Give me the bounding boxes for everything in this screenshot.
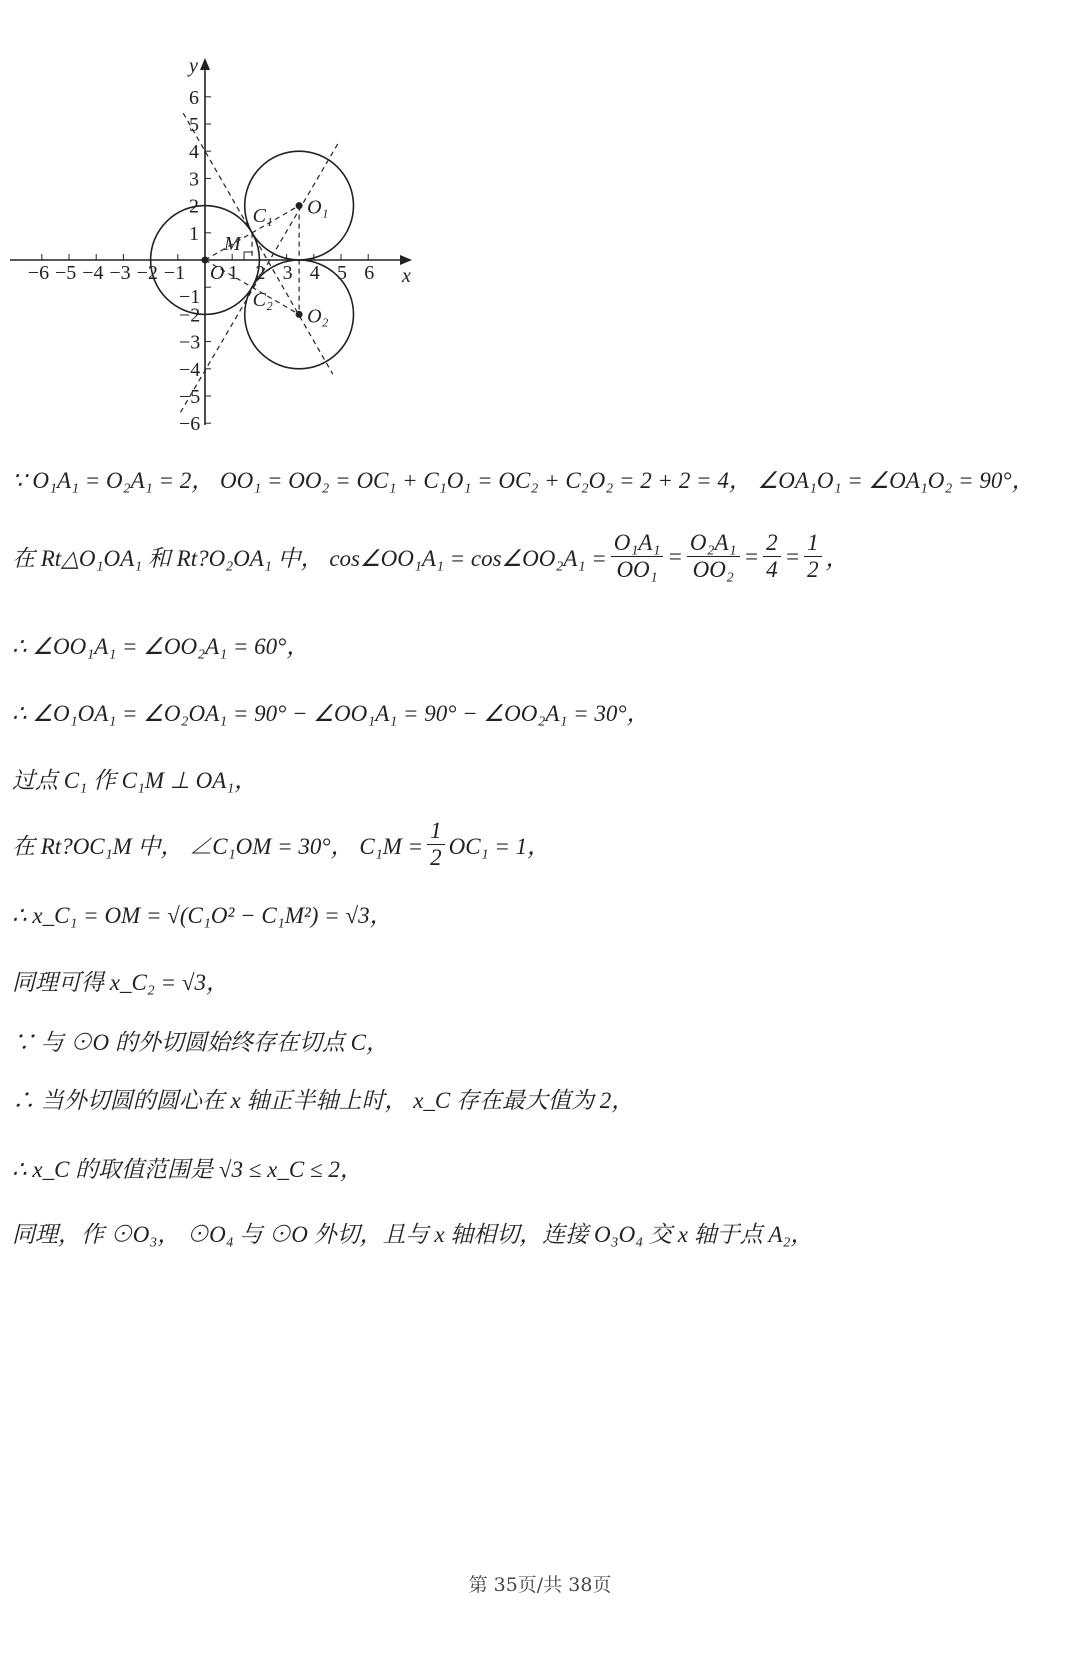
line6-prefix: 在 Rt?OC₁M 中， ∠C₁OM = 30°， C₁M = <box>12 834 424 859</box>
fraction <box>611 530 664 583</box>
y-tick-label: 3 <box>189 168 199 191</box>
x-tick-label: −1 <box>163 262 186 284</box>
y-tick-label: 2 <box>189 195 199 218</box>
line2-suffix: ， <box>825 546 849 571</box>
x-tick-label: 3 <box>282 262 293 284</box>
text-line-12: 同理，作 ⊙O₃， ⊙O₄ 与 ⊙O 外切，且与 x 轴相切，连接 O₃O₄ 交 x 轴于点 A₂， <box>12 1222 814 1247</box>
y-tick-label: −2 <box>179 304 201 327</box>
text-line-9: ∵ 与 ⊙O 的外切圆始终存在切点 C， <box>12 1030 389 1055</box>
text-line-3: ∴ ∠OO₁A₁ = ∠OO₂A₁ = 60°， <box>12 634 310 659</box>
numerator: 1 <box>427 818 445 845</box>
fraction <box>427 818 445 871</box>
text-line-4: ∴ ∠O₁OA₁ = ∠O₂OA₁ = 90° − ∠OO₁A₁ = 90° − ∠OO₂A₁ = 30°， <box>12 701 650 726</box>
numerator: 1 <box>804 530 822 557</box>
point <box>202 257 209 264</box>
denominator: 4 <box>766 557 778 582</box>
x-tick-label: −6 <box>27 262 50 284</box>
text-line-5: 过点 C₁ 作 C₁M ⊥ OA₁， <box>12 768 258 793</box>
denominator: OO₂ <box>692 557 734 582</box>
y-tick-label: 6 <box>189 86 199 109</box>
numerator: O₂A₁ <box>687 530 740 557</box>
y-tick-label: −6 <box>179 413 201 430</box>
point <box>296 311 303 318</box>
right-angle-mark <box>244 252 252 260</box>
y-axis-label: y <box>189 55 198 77</box>
x-tick-label: 2 <box>255 262 266 284</box>
y-tick-label: −4 <box>179 358 201 381</box>
page-footer: 第 35页/共 38页 <box>468 1574 612 1596</box>
x-tick-label: 4 <box>309 262 320 284</box>
label-M: M <box>224 233 241 255</box>
x-tick-label: 6 <box>364 262 375 284</box>
text-line-10: ∴ 当外切圆的圆心在 x 轴正半轴上时， x_C 存在最大值为 2， <box>12 1088 635 1113</box>
label-O1: O₁ <box>307 196 329 219</box>
x-tick-label: 1 <box>228 262 239 284</box>
label-O: O <box>210 262 225 284</box>
text-line-11: ∴ x_C 的取值范围是 √3 ≤ x_C ≤ 2， <box>12 1157 363 1182</box>
fraction <box>804 530 822 583</box>
y-tick-label: 4 <box>189 141 199 164</box>
line6-suffix: OC₁ = 1， <box>448 834 551 859</box>
y-tick-label: −5 <box>179 386 201 408</box>
text-line-8: 同理可得 x_C₂ = √3， <box>12 970 229 995</box>
y-tick-label: 1 <box>189 222 199 245</box>
line2-prefix: 在 Rt△O₁OA₁ 和 Rt?O₂OA₁ 中， cos∠OO₁A₁ = cos∠OO₂A₁ = <box>12 546 607 571</box>
label-O2: O₂ <box>307 305 329 328</box>
coordinate-figure <box>0 50 420 430</box>
x-axis-label: x <box>402 265 411 287</box>
equals: = <box>784 543 801 569</box>
numerator: O₁A₁ <box>611 530 664 557</box>
x-tick-label: −4 <box>82 262 104 284</box>
numerator: 2 <box>763 530 781 557</box>
denominator: OO₁ <box>616 557 658 582</box>
y-tick-label: −1 <box>179 286 201 309</box>
fraction <box>763 530 781 583</box>
text-line-1: ∵ O₁A₁ = O₂A₁ = 2， OO₁ = OO₂ = OC₁ + C₁O₁ = OC₂ + C₂O₂ = 2 + 2 = 4， ∠OA₁O₁ = ∠OA₁O₂ = 90°， <box>12 468 1035 493</box>
denominator: 2 <box>430 845 442 870</box>
point <box>296 202 303 209</box>
x-tick-label: −2 <box>136 262 158 284</box>
y-tick-label: −3 <box>179 331 201 354</box>
equals: = <box>667 543 683 569</box>
label-C1: C₁ <box>252 204 273 227</box>
y-axis-arrow <box>200 58 210 70</box>
denominator: 2 <box>807 557 819 582</box>
y-tick-label: 5 <box>189 114 199 136</box>
equals: = <box>743 543 760 569</box>
x-tick-label: −3 <box>109 262 131 284</box>
x-tick-label: −5 <box>55 262 77 284</box>
text-line-6 <box>12 818 550 871</box>
fraction <box>687 530 740 583</box>
text-line-2 <box>12 530 849 583</box>
x-tick-label: 5 <box>337 262 347 284</box>
text-line-7: ∴ x_C₁ = OM = √(C₁O² − C₁M²) = √3， <box>12 903 393 928</box>
label-C2: C₂ <box>252 289 273 312</box>
x-axis-arrow <box>400 255 412 265</box>
